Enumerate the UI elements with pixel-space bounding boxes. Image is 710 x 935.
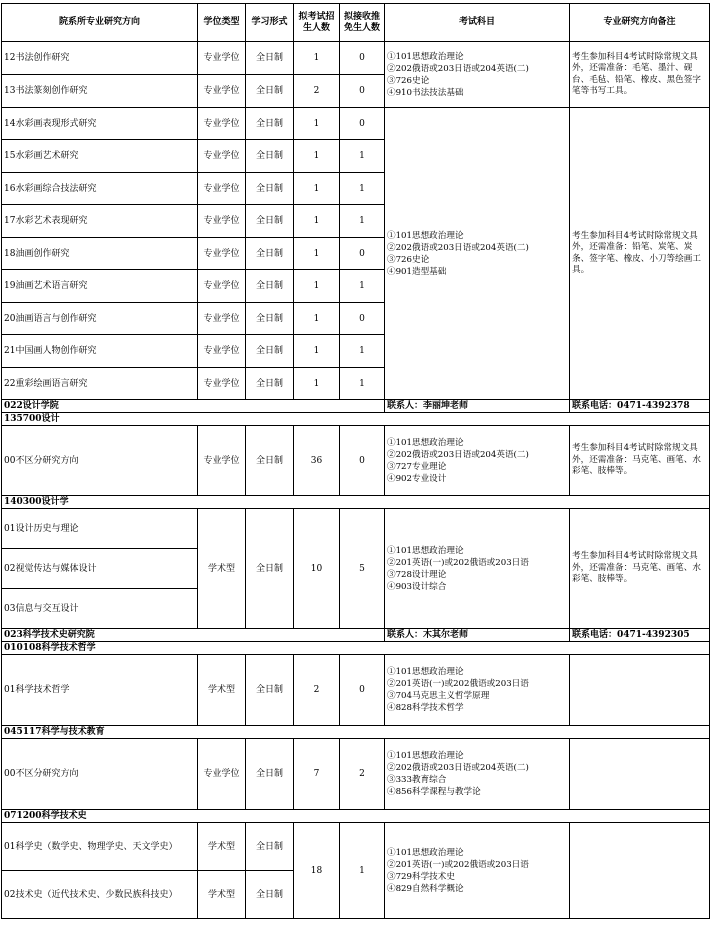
study-mode: 全日制 <box>246 108 294 140</box>
enroll-count: 18 <box>294 823 340 919</box>
exempt-count: 0 <box>340 426 385 496</box>
direction-name: 14水彩画表现形式研究 <box>2 108 198 140</box>
table-row <box>2 655 710 726</box>
direction-name: 21中国画人物创作研究 <box>2 335 198 368</box>
table-row <box>2 739 710 810</box>
major-name: 045117科学与技术教育 <box>2 726 710 739</box>
exam-subjects: ①101思想政治理论 ②202俄语或203日语或204英语(二) ③333教育综合 ④856科学课程与教学论 <box>385 739 570 810</box>
exam-subjects: ①101思想政治理论 ②202俄语或203日语或204英语(二) ③727专业理论 ④902专业设计 <box>385 426 570 496</box>
direction-name: 13书法篆刻创作研究 <box>2 75 198 108</box>
study-mode: 全日制 <box>246 238 294 270</box>
exempt-count: 0 <box>340 238 385 270</box>
department-name: 022设计学院 <box>2 400 385 413</box>
study-mode: 全日制 <box>246 270 294 303</box>
study-mode: 全日制 <box>246 173 294 205</box>
study-mode: 全日制 <box>246 823 294 871</box>
header-direction: 院系所专业研究方向 <box>2 4 198 42</box>
degree-type: 专业学位 <box>198 75 246 108</box>
major-name: 140300设计学 <box>2 496 710 509</box>
direction-name: 22重彩绘画语言研究 <box>2 368 198 400</box>
admissions-table <box>1 3 710 919</box>
enroll-count: 1 <box>294 140 340 173</box>
degree-type: 专业学位 <box>198 173 246 205</box>
remarks <box>570 739 710 810</box>
header-enroll: 拟考试招生人数 <box>294 4 340 42</box>
remarks <box>570 655 710 726</box>
header-degree: 学位类型 <box>198 4 246 42</box>
enroll-count: 1 <box>294 205 340 238</box>
enroll-count: 2 <box>294 655 340 726</box>
degree-type: 专业学位 <box>198 303 246 335</box>
degree-type: 专业学位 <box>198 108 246 140</box>
degree-type: 专业学位 <box>198 270 246 303</box>
direction-name: 16水彩画综合技法研究 <box>2 173 198 205</box>
enroll-count: 7 <box>294 739 340 810</box>
enroll-count: 1 <box>294 108 340 140</box>
exempt-count: 1 <box>340 205 385 238</box>
enroll-count: 1 <box>294 173 340 205</box>
degree-type: 学术型 <box>198 509 246 629</box>
direction-name: 02视觉传达与媒体设计 <box>2 549 198 589</box>
table-row <box>2 42 710 75</box>
major-row <box>2 642 710 655</box>
exempt-count: 1 <box>340 270 385 303</box>
enroll-count: 10 <box>294 509 340 629</box>
header-exempt: 拟接收推免生人数 <box>340 4 385 42</box>
exam-subjects: ①101思想政治理论 ②201英语(一)或202俄语或203日语 ③704马克思主义哲学原理 ④828科学技术哲学 <box>385 655 570 726</box>
header-remarks: 专业研究方向备注 <box>570 4 710 42</box>
exempt-count: 1 <box>340 368 385 400</box>
enroll-count: 2 <box>294 75 340 108</box>
exempt-count: 1 <box>340 173 385 205</box>
major-name: 071200科学技术史 <box>2 810 710 823</box>
study-mode: 全日制 <box>246 655 294 726</box>
remarks: 考生参加科目4考试时除常规文具外，还需准备：铅笔、炭笔、炭条、签字笔、橡皮、小刀等绘画工具。 <box>570 108 710 400</box>
degree-type: 专业学位 <box>198 205 246 238</box>
degree-type: 学术型 <box>198 655 246 726</box>
degree-type: 专业学位 <box>198 335 246 368</box>
direction-name: 03信息与交互设计 <box>2 589 198 629</box>
direction-name: 18油画创作研究 <box>2 238 198 270</box>
major-row <box>2 413 710 426</box>
exempt-count: 0 <box>340 108 385 140</box>
department-row <box>2 629 710 642</box>
study-mode: 全日制 <box>246 205 294 238</box>
study-mode: 全日制 <box>246 509 294 629</box>
exempt-count: 1 <box>340 335 385 368</box>
degree-type: 专业学位 <box>198 739 246 810</box>
major-row <box>2 726 710 739</box>
direction-name: 12书法创作研究 <box>2 42 198 75</box>
enroll-count: 1 <box>294 303 340 335</box>
degree-type: 学术型 <box>198 823 246 871</box>
header-mode: 学习形式 <box>246 4 294 42</box>
study-mode: 全日制 <box>246 426 294 496</box>
exempt-count: 1 <box>340 823 385 919</box>
direction-name: 01科学史（数学史、物理学史、天文学史） <box>2 823 198 871</box>
direction-name: 01科学技术哲学 <box>2 655 198 726</box>
exempt-count: 0 <box>340 75 385 108</box>
degree-type: 专业学位 <box>198 368 246 400</box>
degree-type: 专业学位 <box>198 42 246 75</box>
direction-name: 15水彩画艺术研究 <box>2 140 198 173</box>
degree-type: 专业学位 <box>198 426 246 496</box>
exempt-count: 5 <box>340 509 385 629</box>
study-mode: 全日制 <box>246 739 294 810</box>
department-row <box>2 400 710 413</box>
department-phone: 联系电话：0471-4392305 <box>570 629 710 642</box>
exam-subjects: ①101思想政治理论 ②202俄语或203日语或204英语(二) ③726史论 ④910书法技法基础 <box>385 42 570 108</box>
major-row <box>2 496 710 509</box>
remarks: 考生参加科目4考试时除常规文具外，还需准备：马克笔、画笔、水彩笔、肢棒等。 <box>570 426 710 496</box>
study-mode: 全日制 <box>246 42 294 75</box>
direction-name: 20油画语言与创作研究 <box>2 303 198 335</box>
study-mode: 全日制 <box>246 871 294 919</box>
exempt-count: 0 <box>340 42 385 75</box>
direction-name: 00不区分研究方向 <box>2 739 198 810</box>
study-mode: 全日制 <box>246 303 294 335</box>
exempt-count: 1 <box>340 140 385 173</box>
remarks <box>570 823 710 919</box>
department-phone: 联系电话：0471-4392378 <box>570 400 710 413</box>
table-row <box>2 426 710 496</box>
enroll-count: 1 <box>294 368 340 400</box>
exam-subjects: ①101思想政治理论 ②201英语(一)或202俄语或203日语 ③728设计理论 ④903设计综合 <box>385 509 570 629</box>
degree-type: 专业学位 <box>198 140 246 173</box>
enroll-count: 36 <box>294 426 340 496</box>
exempt-count: 0 <box>340 655 385 726</box>
direction-name: 01设计历史与理论 <box>2 509 198 549</box>
study-mode: 全日制 <box>246 368 294 400</box>
direction-name: 19油画艺术语言研究 <box>2 270 198 303</box>
degree-type: 专业学位 <box>198 238 246 270</box>
major-name: 010108科学技术哲学 <box>2 642 710 655</box>
department-name: 023科学技术史研究院 <box>2 629 385 642</box>
exempt-count: 0 <box>340 303 385 335</box>
department-contact: 联系人：李丽坤老师 <box>385 400 570 413</box>
department-contact: 联系人：木其尔老师 <box>385 629 570 642</box>
table-row <box>2 108 710 140</box>
remarks: 考生参加科目4考试时除常规文具外，还需准备：毛笔、墨汁、砚台、毛毡、铅笔、橡皮、黑色签字笔等书写工具。 <box>570 42 710 108</box>
table-row <box>2 509 710 549</box>
study-mode: 全日制 <box>246 335 294 368</box>
exam-subjects: ①101思想政治理论 ②201英语(一)或202俄语或203日语 ③729科学技术史 ④829自然科学概论 <box>385 823 570 919</box>
study-mode: 全日制 <box>246 140 294 173</box>
enroll-count: 1 <box>294 42 340 75</box>
header-subjects: 考试科目 <box>385 4 570 42</box>
major-row <box>2 810 710 823</box>
direction-name: 00不区分研究方向 <box>2 426 198 496</box>
degree-type: 学术型 <box>198 871 246 919</box>
enroll-count: 1 <box>294 335 340 368</box>
exempt-count: 2 <box>340 739 385 810</box>
exam-subjects: ①101思想政治理论 ②202俄语或203日语或204英语(二) ③726史论 ④901造型基础 <box>385 108 570 400</box>
header-row <box>2 4 710 42</box>
major-name: 135700设计 <box>2 413 710 426</box>
direction-name: 17水彩艺术表现研究 <box>2 205 198 238</box>
table-row <box>2 823 710 871</box>
remarks: 考生参加科目4考试时除常规文具外，还需准备：马克笔、画笔、水彩笔、肢棒等。 <box>570 509 710 629</box>
study-mode: 全日制 <box>246 75 294 108</box>
enroll-count: 1 <box>294 270 340 303</box>
enroll-count: 1 <box>294 238 340 270</box>
direction-name: 02技术史（近代技术史、少数民族科技史） <box>2 871 198 919</box>
